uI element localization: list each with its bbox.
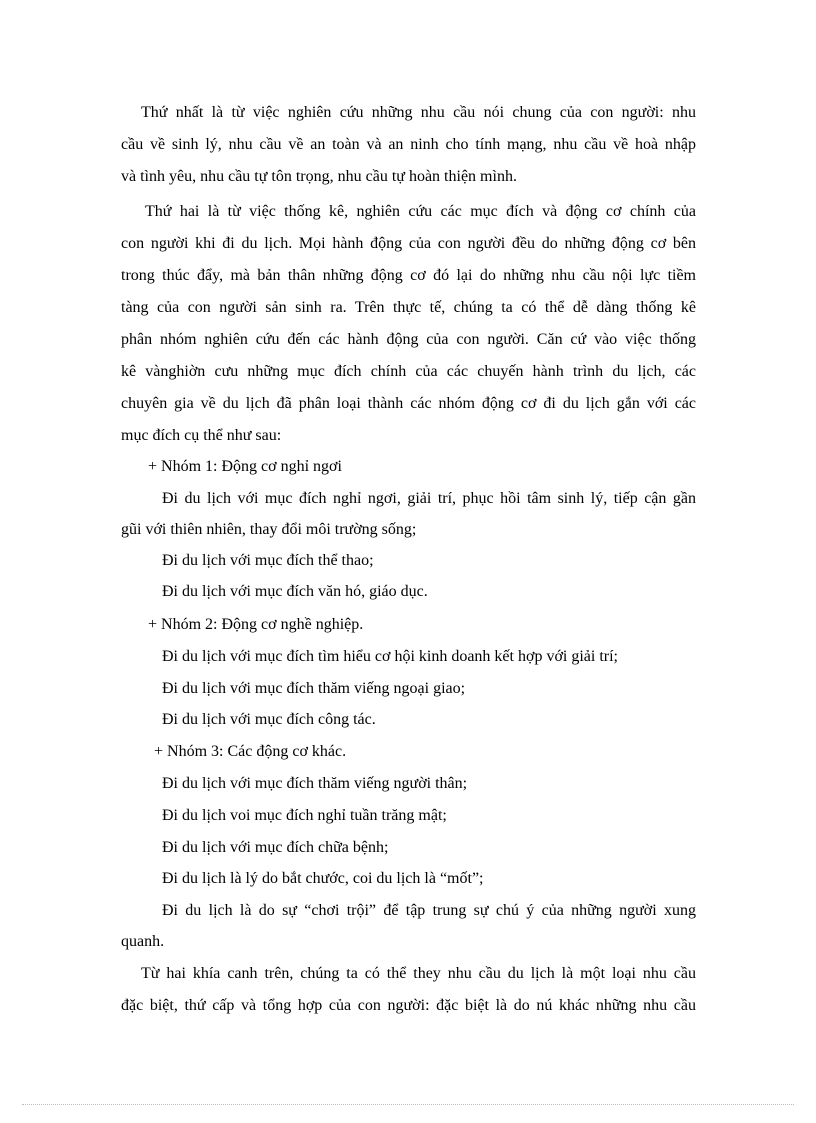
paragraph-2-line-3: trong thúc đẩy, mà bản thân những động cơ đó lại do những nhu cầu nội lực tiềm [121, 267, 696, 284]
footer-divider [22, 1104, 794, 1105]
paragraph-3-line-1: Từ hai khía canh trên, chúng ta có thể they nhu cầu du lịch là một loại nhu cầu [141, 965, 696, 982]
group-3-item-3: Đi du lịch với mục đích chữa bệnh; [162, 839, 389, 856]
group-1-item-3: Đi du lịch với mục đích văn hó, giáo dục. [162, 583, 428, 600]
paragraph-1-line-1: Thứ nhất là từ việc nghiên cứu những nhu cầu nói chung của con người: nhu [141, 104, 696, 121]
paragraph-2-line-6: kê vànghiờn cưu những mục đích chính của các chuyến hành trình du lịch, các [121, 363, 696, 380]
group-1-heading: + Nhóm 1: Động cơ nghỉ ngơi [148, 458, 342, 475]
group-3-item-5-line-2: quanh. [121, 933, 165, 950]
group-1-item-1-line-1: Đi du lịch với mục đích nghỉ ngơi, giải trí, phục hồi tâm sinh lý, tiếp cận gần [162, 490, 696, 507]
group-2-heading: + Nhóm 2: Động cơ nghề nghiệp. [148, 616, 364, 633]
group-3-heading: + Nhóm 3: Các động cơ khác. [154, 743, 347, 760]
group-2-item-3: Đi du lịch với mục đích công tác. [162, 711, 376, 728]
paragraph-2-line-7: chuyên gia về du lịch đã phân loại thành các nhóm động cơ đi du lịch gắn với các [121, 395, 696, 412]
group-3-item-1: Đi du lịch với mục đích thăm viếng người thân; [162, 775, 468, 792]
paragraph-2-line-1: Thứ hai là từ việc thống kê, nghiên cứu các mục đích và động cơ chính của [145, 203, 696, 220]
group-1-item-1-line-2: gũi với thiên nhiên, thay đổi môi trường sống; [121, 521, 417, 538]
paragraph-1-line-2: cầu về sinh lý, nhu cầu về an toàn và an ninh cho tính mạng, nhu cầu về hoà nhập [121, 136, 696, 153]
paragraph-1-line-3: và tình yêu, nhu cầu tự tôn trọng, nhu cầu tự hoàn thiện mình. [121, 168, 517, 185]
paragraph-2-line-5: phân nhóm nghiên cứu đến các hành động của con người. Căn cứ vào việc thống [121, 331, 696, 348]
paragraph-2-line-8: mục đích cụ thể như sau: [121, 427, 282, 444]
group-3-item-2: Đi du lịch voi mục đích nghỉ tuần trăng mật; [162, 807, 447, 824]
paragraph-2-line-2: con người khi đi du lịch. Mọi hành động của con người đều do những động cơ bên [121, 235, 696, 252]
group-2-item-1: Đi du lịch với mục đích tìm hiểu cơ hội kinh doanh kết hợp với giải trí; [162, 648, 618, 665]
group-1-item-2: Đi du lịch với mục đích thể thao; [162, 552, 374, 569]
paragraph-2-line-4: tàng của con người sản sinh ra. Trên thực tế, chúng ta có thể dễ dàng thống kê [121, 299, 696, 316]
paragraph-3-line-2: đặc biệt, thứ cấp và tổng hợp của con người: đặc biệt là do nú khác những nhu cầu [121, 997, 696, 1014]
group-2-item-2: Đi du lịch với mục đích thăm viếng ngoại giao; [162, 680, 466, 697]
group-3-item-5-line-1: Đi du lịch là do sự “chơi trội” để tập trung sự chú ý của những người xung [162, 902, 696, 919]
group-3-item-4: Đi du lịch là lý do bắt chước, coi du lịch là “mốt”; [162, 870, 484, 887]
